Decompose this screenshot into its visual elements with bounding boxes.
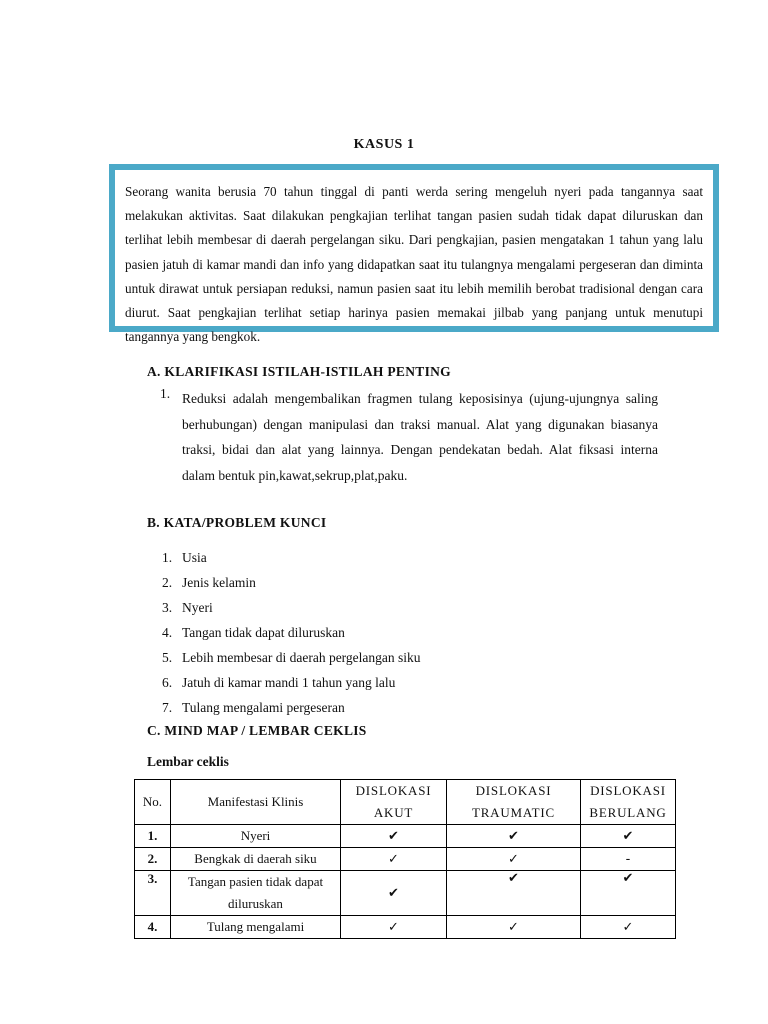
table-row (135, 871, 676, 916)
checklist-subheading: Lembar ceklis (147, 754, 229, 769)
keyword-list (162, 545, 421, 720)
header-dislokasi-traumatic: DISLOKASI TRAUMATIC (447, 780, 581, 825)
row-number: 4. (135, 916, 171, 939)
list-item: 4. Tangan tidak dapat diluruskan (162, 625, 345, 640)
section-b-heading: B. KATA/PROBLEM KUNCI (147, 515, 327, 530)
list-item: 2. Jenis kelamin (162, 575, 256, 590)
list-item: 1. Usia (162, 550, 207, 565)
header-dislokasi-berulang: DISLOKASI BERULANG (581, 780, 676, 825)
check-akut: ✔ (341, 871, 447, 916)
check-traumatic: ✓ (447, 848, 581, 871)
row-number: 1. (135, 825, 171, 848)
case-description-box (109, 164, 719, 345)
check-berulang: - (581, 848, 676, 871)
row-manifestasi: Tulang mengalami (171, 916, 341, 939)
case-description-text: Seorang wanita berusia 70 tahun tinggal di panti werda sering mengeluh nyeri pada tangannya saat melakukan aktivitas. Saat dilakukan pengkajian terlihat tangan pasien sudah tidak dapat diluruskan dan terlihat lebih membesar di daerah pergelangan siku. Dari pengkajian, pasien mengatakan 1 tahun yang lalu pasien jatuh di kamar mandi dan info yang didapatkan saat itu tulangnya mengalami pergeseran dan diminta untuk dirawat untuk persiapan reduksi, namun pasien saat itu lebih memilih berobat tradisional dengan cara diurut. Saat pengkajian terlihat setiap harinya pasien memakai jilbab yang panjang untuk menutupi tangannya yang bengkok. (125, 184, 703, 345)
row-number: 3. (135, 871, 171, 916)
row-manifestasi: Bengkak di daerah siku (171, 848, 341, 871)
check-berulang: ✔ (581, 825, 676, 848)
header-manifestasi: Manifestasi Klinis (171, 780, 341, 825)
list-item: 3. Nyeri (162, 600, 213, 615)
row-manifestasi: Tangan pasien tidak dapat diluruskan (171, 871, 341, 916)
definition-number: 1. (160, 386, 171, 401)
table-row (135, 825, 676, 848)
section-c-heading: C. MIND MAP / LEMBAR CEKLIS (147, 723, 367, 738)
table-row (135, 848, 676, 871)
case-title: KASUS 1 (353, 137, 415, 152)
header-no: No. (135, 780, 171, 825)
definition-text: Reduksi adalah mengembalikan fragmen tulang keposisinya (ujung-ujungnya saling berhubungan) dengan manipulasi dan traksi manual. Alat yang digunakan biasanya traksi, bidai dan alat yang lainnya. Dengan pendekatan bedah. Alat fiksasi interna dalam bentuk pin,kawat,sekrup,plat,paku. (182, 391, 658, 483)
check-traumatic: ✔ (447, 825, 581, 848)
list-item: 7. Tulang mengalami pergeseran (162, 700, 345, 715)
row-manifestasi: Nyeri (171, 825, 341, 848)
table-header-row (135, 780, 676, 825)
check-akut: ✔ (341, 825, 447, 848)
check-traumatic: ✔ (447, 871, 581, 916)
table-row (135, 916, 676, 939)
check-akut: ✓ (341, 848, 447, 871)
check-traumatic: ✓ (447, 916, 581, 939)
row-number: 2. (135, 848, 171, 871)
check-berulang: ✓ (581, 916, 676, 939)
list-item: 5. Lebih membesar di daerah pergelangan siku (162, 650, 421, 665)
header-dislokasi-akut: DISLOKASI AKUT (341, 780, 447, 825)
section-a-heading: A. KLARIFIKASI ISTILAH-ISTILAH PENTING (147, 364, 451, 379)
list-item: 6. Jatuh di kamar mandi 1 tahun yang lalu (162, 675, 396, 690)
check-akut: ✓ (341, 916, 447, 939)
check-berulang: ✔ (581, 871, 676, 916)
checklist-table (134, 779, 676, 939)
